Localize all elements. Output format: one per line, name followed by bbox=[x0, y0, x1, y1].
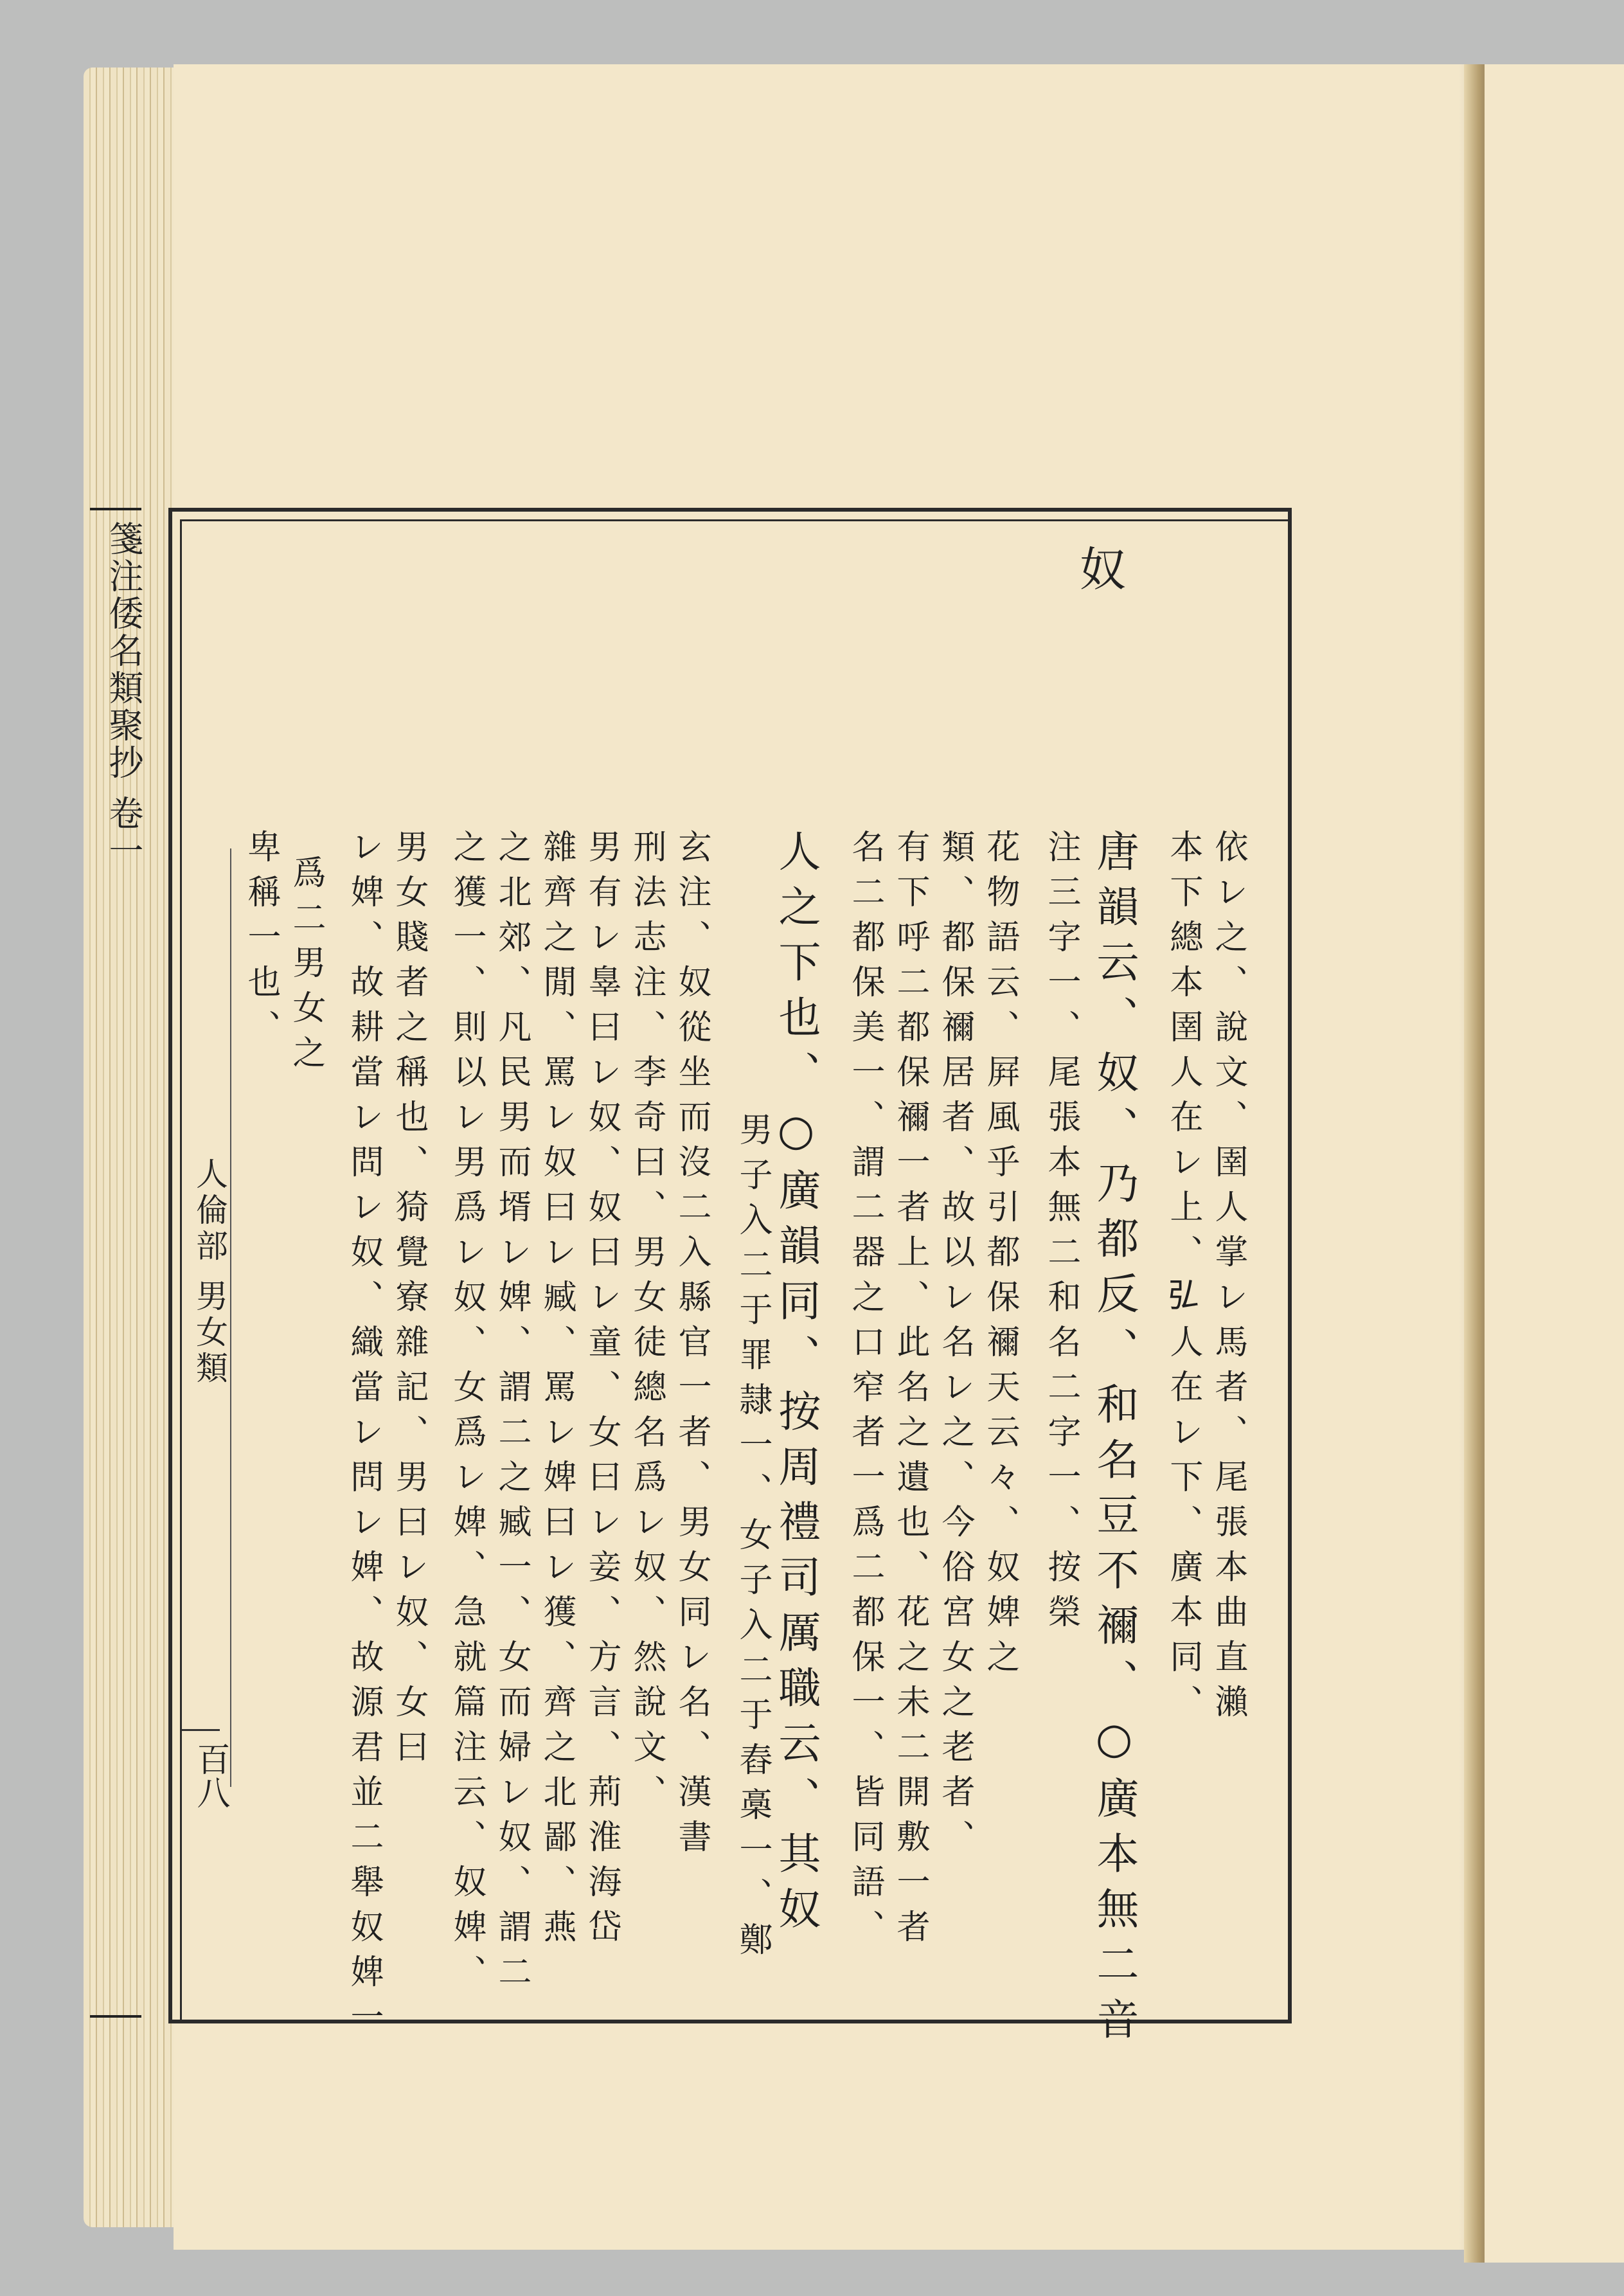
text-column: 男有レ辠曰レ奴、奴曰レ童、女曰レ妾、方言、荊淮海岱 bbox=[582, 829, 621, 1954]
text-column-heading: 唐韻云、奴、乃都反、和名豆不禰、○廣本無二音 bbox=[1089, 829, 1139, 2052]
section-label: 人倫部 男女類 bbox=[191, 1157, 228, 1387]
text-column: 之獲一、則以レ男爲レ奴、女爲レ婢、急就篇注云、奴婢、 bbox=[447, 829, 486, 1999]
text-column: 玄注、奴從坐而沒二入縣官一者、男女同レ名、漢書 bbox=[672, 829, 711, 1864]
text-column: 雜齊之閒、罵レ奴曰レ臧、罵レ婢曰レ獲、齊之北鄙、燕 bbox=[537, 829, 576, 1954]
text-column: 爲二男女之 bbox=[287, 855, 325, 1080]
hanashin-rule-top bbox=[90, 508, 141, 510]
text-column: 類、都保禰居者、故以レ名レ之、今俗宮女之老者、 bbox=[936, 829, 974, 1864]
text-column: 刑法志注、李奇曰、男女徒總名爲レ奴、然說文、 bbox=[627, 829, 666, 1819]
text-column: 男女賤者之稱也、猗覺寮雜記、男曰レ奴、女曰 bbox=[389, 829, 428, 1774]
text-column: 花物語云、屛風乎引都保禰天云々、奴婢之 bbox=[981, 829, 1019, 1684]
text-column: 本下總本圉人在レ上、𢎞人在レ下、廣本同、 bbox=[1164, 829, 1202, 1729]
text-column-heading: 人之下也、○廣韻同、按周禮司厲職云、其奴 bbox=[771, 829, 821, 1942]
book-title: 箋注倭名類聚抄 卷一 bbox=[103, 521, 144, 870]
entry-heading: 奴 bbox=[1080, 543, 1127, 596]
text-column: 注三字一、尾張本無二和名二字一、按榮 bbox=[1042, 829, 1080, 1639]
text-column: 名二都保美一、謂二器之口窄者一爲二都保一、皆同語、 bbox=[846, 829, 884, 1954]
text-column: 男子入二于罪隷一、女子入二于舂槀一、鄭 bbox=[733, 1112, 772, 1967]
text-column: 卑稱一也、 bbox=[242, 829, 280, 1054]
text-column: 之北郊、凡民男而壻レ婢、謂二之臧一、女而婦レ奴、謂二 bbox=[492, 829, 531, 1999]
text-column: 依レ之、說文、圉人掌レ馬者、尾張本曲直瀨 bbox=[1209, 829, 1247, 1729]
text-column: レ婢、故耕當レ問レ奴、織當レ問レ婢、故源君並二舉奴婢一 bbox=[344, 829, 383, 2044]
hanashin-margin bbox=[90, 508, 144, 2038]
page-number: 百八 bbox=[191, 1742, 229, 1809]
right-page-edge bbox=[1485, 64, 1624, 2263]
hanashin-rule-bottom bbox=[90, 2015, 141, 2018]
text-column: 有下呼二都保禰一者上、此名之遺也、花之未二開敷一者 bbox=[891, 829, 929, 1954]
